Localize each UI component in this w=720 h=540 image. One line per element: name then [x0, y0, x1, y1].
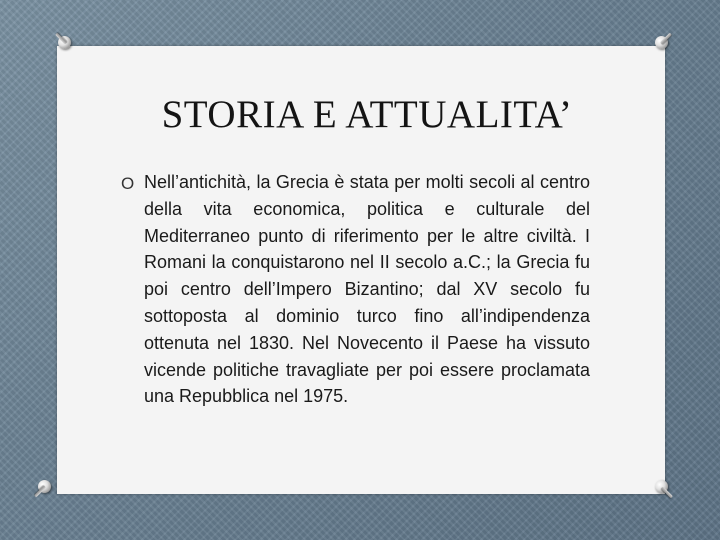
bullet-marker: O — [121, 174, 135, 193]
pushpin-icon — [655, 480, 668, 493]
pushpin-icon — [655, 36, 668, 49]
pushpin-icon — [38, 480, 51, 493]
pushpin-icon — [58, 36, 71, 49]
slide-title: STORIA E ATTUALITA’ — [161, 93, 573, 136]
slide-body-text: Nell’antichità, la Grecia è stata per molti secoli al centro della vita economica, politica e culturale del Mediterraneo punto di riferimento per le altre civiltà. I Romani la conquistarono nel II secolo a.C.; la Grecia fu poi centro dell’Impero Bizantino; dal XV secolo fu sottoposta al dominio turco fino all’indipendenza ottenuta nel 1830. Nel Novecento il Paese ha vissuto vicende politiche travagliate per poi essere proclamata una Repubblica nel 1975. — [144, 172, 590, 407]
